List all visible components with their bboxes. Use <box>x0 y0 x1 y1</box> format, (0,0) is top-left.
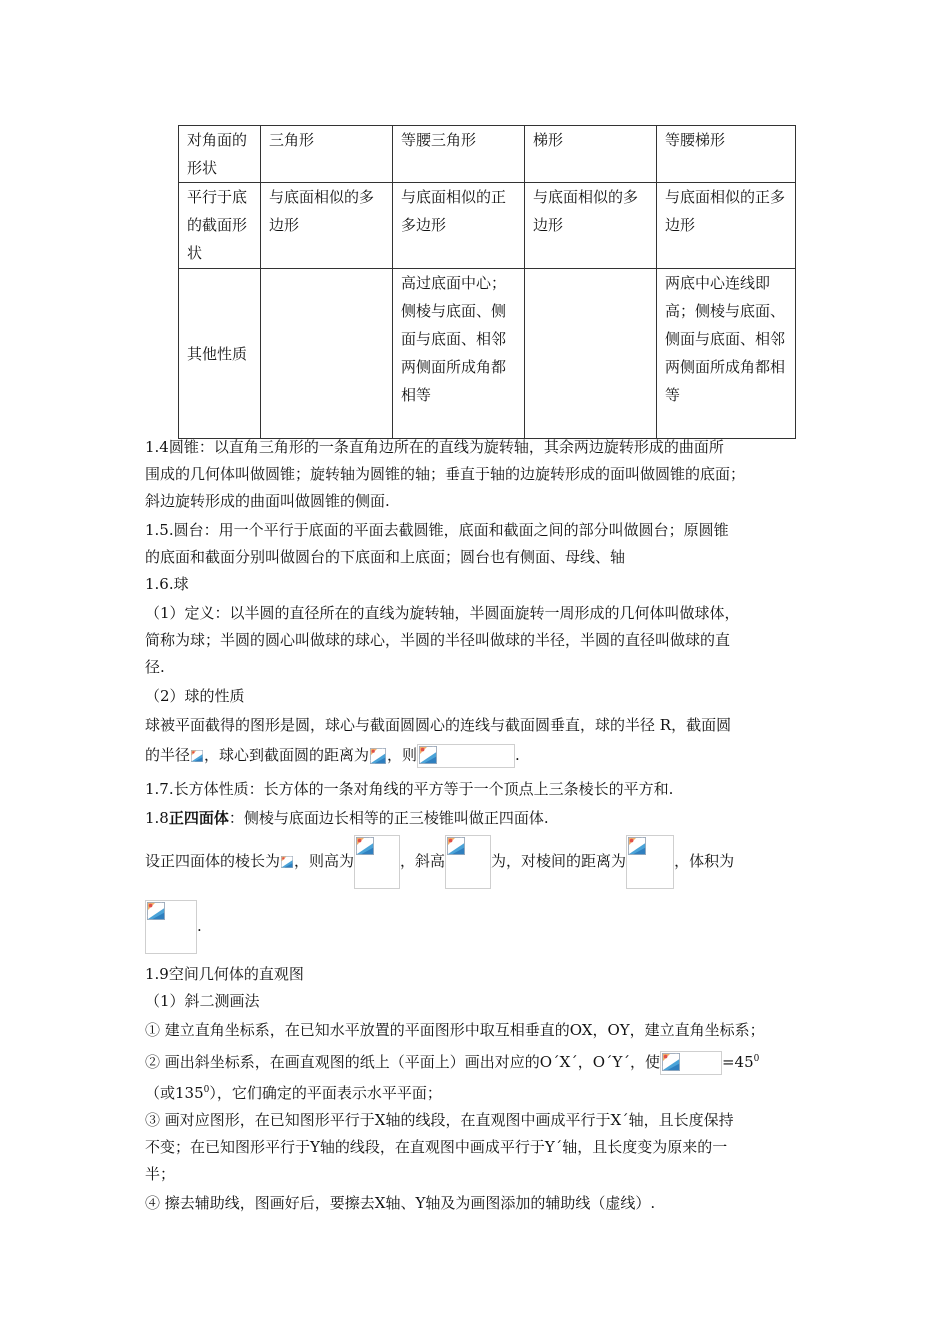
paragraph-line: 简称为球；半圆的圆心叫做球的球心，半圆的半径叫做球的半径，半圆的直径叫做球的直 <box>145 631 731 649</box>
broken-image-icon <box>354 835 400 889</box>
broken-image-icon <box>280 854 294 870</box>
paragraph-line: （或$135^0$），它们确定的平面表示水平平面； <box>145 1084 442 1102</box>
table-cell: 两底中心连线即高；侧棱与底面、侧面与底面、相邻两侧面所成角都相等 <box>657 269 796 439</box>
broken-image-icon <box>626 835 674 889</box>
table-cell: 等腰梯形 <box>657 126 796 183</box>
subsection-heading: （2）球的性质 <box>145 687 245 705</box>
paragraph-line: 不变；在已知图形平行于Y轴的线段，在直观图中画成平行于Y΄轴，且长度变为原来的一 <box>145 1138 728 1156</box>
table-cell: 与底面相似的正多边形 <box>657 183 796 269</box>
paragraph-line: ① 建立直角坐标系，在已知水平放置的平面图形中取互相垂直的OX，OY，建立直角坐标系； <box>145 1021 765 1039</box>
table-cell: 高过底面中心；侧棱与底面、侧面与底面、相邻两侧面所成角都相等 <box>393 269 525 439</box>
table-row <box>179 269 796 439</box>
broken-image-icon <box>660 1051 722 1075</box>
table-cell: 等腰三角形 <box>393 126 525 183</box>
properties-table <box>178 125 796 439</box>
paragraph-line: 1.4圆锥：以直角三角形的一条直角边所在的直线为旋转轴，其余两边旋转形成的曲面所 <box>145 438 724 456</box>
broken-image-icon <box>445 835 491 889</box>
subsection-heading: （1）斜二测画法 <box>145 992 260 1010</box>
row-header: 其他性质 <box>179 269 261 439</box>
broken-image-icon <box>369 747 387 765</box>
paragraph-line: 1.5.圆台：用一个平行于底面的平面去截圆锥，底面和截面之间的部分叫做圆台；原圆锥 <box>145 521 729 539</box>
paragraph-line: . <box>145 899 202 954</box>
table-cell: 与底面相似的多边形 <box>261 183 393 269</box>
paragraph-line: 球被平面截得的图形是圆，球心与截面圆圆心的连线与截面圆垂直，球的半径 R，截面圆 <box>145 716 732 734</box>
paragraph-line: 1.7.长方体性质：长方体的一条对角线的平方等于一个顶点上三条棱长的平方和. <box>145 780 674 798</box>
broken-image-icon <box>190 748 204 764</box>
paragraph-line: ④ 擦去辅助线，图画好后，要擦去X轴、Y轴及为画图添加的辅助线（虚线）. <box>145 1194 656 1212</box>
table-cell <box>261 269 393 439</box>
broken-image-icon <box>417 744 515 768</box>
paragraph-line: 半； <box>145 1165 176 1183</box>
paragraph-line: 设正四面体的棱长为 ，则高为 ，斜高 为，对棱间的距离为 ，体积为 <box>145 834 734 889</box>
paragraph-line: （1）定义：以半圆的直径所在的直线为旋转轴，半圆面旋转一周形成的几何体叫做球体， <box>145 604 740 622</box>
section-heading: 1.6.球 <box>145 575 189 593</box>
broken-image-icon <box>145 900 197 954</box>
table-cell: 梯形 <box>525 126 657 183</box>
section-heading: 1.9空间几何体的直观图 <box>145 965 304 983</box>
table-row <box>179 183 796 269</box>
row-header: 平行于底的截面形状 <box>179 183 261 269</box>
paragraph-line: 1.8正四面体：侧棱与底面边长相等的正三棱锥叫做正四面体. <box>145 809 549 827</box>
table-cell <box>525 269 657 439</box>
term-bold: 正四面体 <box>168 809 229 827</box>
paragraph-line: 的半径 ，球心到截面圆的距离为 ，则 . <box>145 742 520 768</box>
paragraph-line: 围成的几何体叫做圆锥；旋转轴为圆锥的轴；垂直于轴的边旋转形成的面叫做圆锥的底面； <box>145 465 746 483</box>
paragraph-line: ③ 画对应图形，在已知图形平行于X轴的线段，在直观图中画成平行于X΄轴，且长度保持 <box>145 1111 734 1129</box>
paragraph-line: ② 画出斜坐标系，在画直观图的纸上（平面上）画出对应的O΄X΄，O΄Y΄，使 $=45^0$ <box>145 1046 759 1075</box>
table-cell: 与底面相似的多边形 <box>525 183 657 269</box>
table-cell: 与底面相似的正多边形 <box>393 183 525 269</box>
table-cell: 三角形 <box>261 126 393 183</box>
paragraph-line: 径. <box>145 658 165 676</box>
paragraph-line: 斜边旋转形成的曲面叫做圆锥的侧面. <box>145 492 390 510</box>
table-row <box>179 126 796 183</box>
row-header: 对角面的形状 <box>179 126 261 183</box>
paragraph-line: 的底面和截面分别叫做圆台的下底面和上底面；圆台也有侧面、母线、轴 <box>145 548 626 566</box>
